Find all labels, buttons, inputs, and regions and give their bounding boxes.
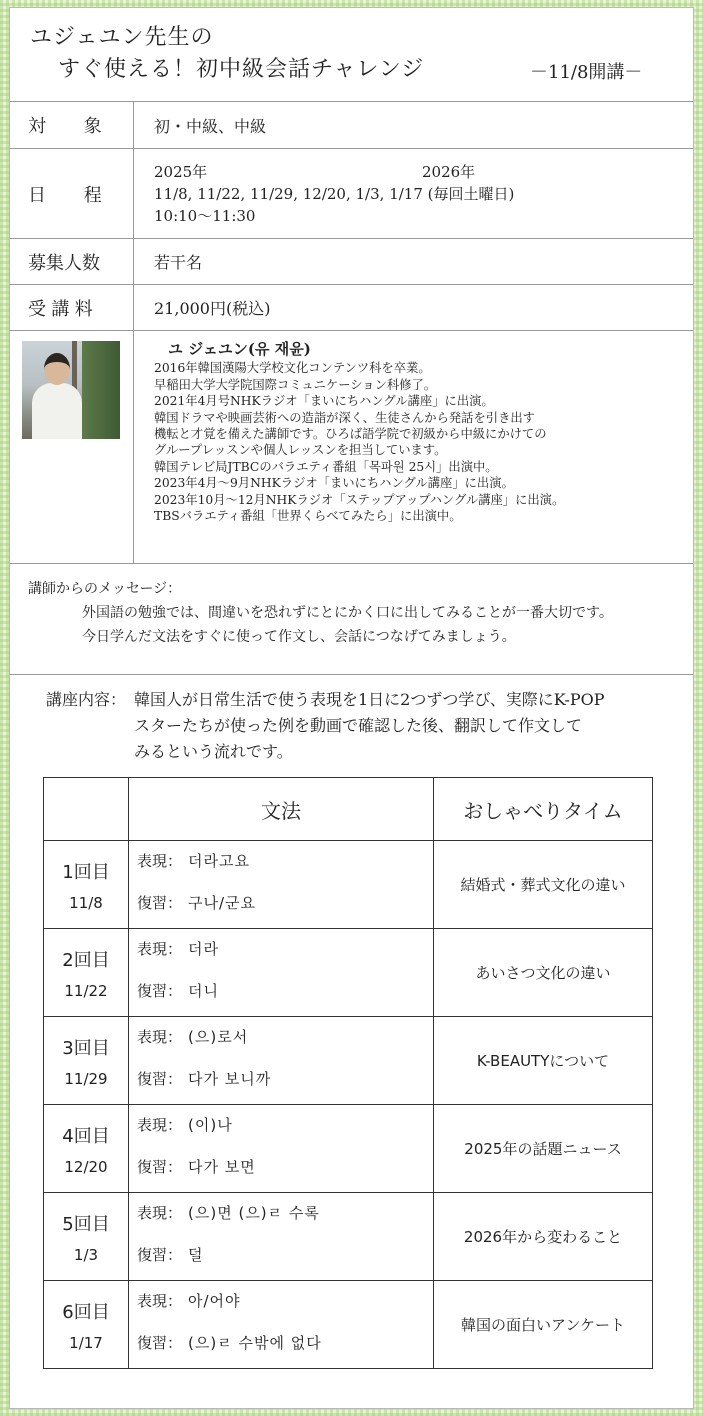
expression-value: 더라고요 [188, 852, 250, 870]
lesson-number: 2回目 [62, 949, 110, 971]
instructor-photo-cell [10, 331, 134, 563]
bio-line: 機転と才覚を備えた講師です。ひろば語学院で初級から中級にかけての [154, 427, 547, 442]
bio-line: 早稲田大学大学院国際コミュニケーション科修了。 [154, 377, 437, 392]
lesson-date: 1/17 [69, 1333, 103, 1352]
message-line: 外国語の勉強では、間違いを恐れずにとにかく口に出してみることが一番大切です。 [82, 605, 613, 621]
talk-topic: あいさつ文化の違い [434, 929, 653, 1017]
expression-value: (으)로서 [188, 1028, 249, 1046]
review-value: 다가 보면 [188, 1158, 256, 1176]
review-label: 復習： [137, 1158, 183, 1176]
review-value: 다가 보니까 [188, 1070, 272, 1088]
expression-value: 더라 [188, 940, 219, 958]
talk-topic: 結婚式・葬式文化の違い [434, 841, 653, 929]
lesson-date: 11/29 [64, 1069, 108, 1088]
capacity-value: 若干名 [154, 253, 203, 272]
target-row [10, 102, 693, 149]
target-value: 初・中級、中級 [154, 116, 267, 136]
review-value: 더니 [188, 982, 219, 1000]
lesson-date: 1/3 [73, 1245, 99, 1264]
lesson-number: 6回目 [62, 1301, 110, 1323]
table-row [44, 929, 653, 1017]
review-label: 復習： [137, 1246, 183, 1264]
lesson-date: 11/8 [69, 893, 103, 912]
bio-line: 韓国テレビ局JTBCのバラエティ番組「목파원 25시」出演中。 [154, 459, 498, 474]
bio-line: TBSバラエティ番組「世界くらべてみたら」に出演中。 [154, 509, 462, 524]
lesson-table [43, 777, 653, 1369]
content-line: スターたちが使った例を動画で確認した後、翻訳して作文して [134, 716, 583, 735]
target-label: 対 象 [10, 102, 134, 148]
review-value: 구나/군요 [188, 894, 257, 912]
talk-topic: 韓国の面白いアンケート [434, 1281, 653, 1369]
schedule-time: 10:10～11:30 [154, 206, 256, 225]
capacity-label: 募集人数 [10, 239, 134, 284]
header-blank [44, 778, 129, 841]
review-label: 復習： [137, 1070, 183, 1088]
bio-line: 2021年4月号NHKラジオ「まいにちハングル講座」に出演。 [154, 394, 494, 409]
bio-line: 2016年韓国漢陽大学校文化コンテンツ科を卒業。 [154, 361, 431, 376]
fee-row [10, 285, 693, 331]
lesson-number: 1回目 [62, 861, 110, 883]
fee-label: 受講料 [10, 285, 134, 330]
table-row [44, 841, 653, 929]
title-line1: ユジェユン先生の [30, 25, 214, 50]
expression-label: 表現： [137, 1204, 183, 1222]
expression-label: 表現： [137, 1116, 183, 1134]
review-label: 復習： [137, 982, 183, 1000]
expression-value: (으)면 (으)ㄹ 수록 [188, 1204, 320, 1222]
table-row [44, 1105, 653, 1193]
expression-value: 아/어야 [188, 1292, 241, 1310]
header-grammar: 文法 [129, 778, 434, 841]
instructor-photo [22, 341, 120, 439]
review-label: 復習： [137, 1334, 183, 1352]
table-row [44, 1193, 653, 1281]
schedule-year-2026: 2026年 [422, 162, 476, 181]
capacity-row [10, 239, 693, 285]
schedule-year-2025: 2025年 [154, 162, 208, 181]
expression-label: 表現： [137, 1028, 183, 1046]
content-line: みるという流れです。 [134, 742, 293, 761]
expression-value: (이)나 [188, 1116, 233, 1134]
schedule-value [134, 149, 693, 238]
instructor-row [10, 331, 693, 564]
header-talk-time: おしゃべりタイム [434, 778, 653, 841]
message-section [10, 564, 693, 675]
bio-line: 韓国ドラマや映画芸術への造詣が深く、生徒さんから発話を引き出す [154, 410, 535, 425]
instructor-bio [134, 331, 693, 563]
schedule-label: 日 程 [10, 149, 134, 238]
fee-value: 21,000円(税込) [154, 299, 271, 318]
schedule-dates: 11/8, 11/22, 11/29, 12/20, 1/3, 1/17 (毎回土曜日) [154, 184, 515, 203]
talk-topic: 2025年の話題ニュース [434, 1105, 653, 1193]
talk-topic: K-BEAUTYについて [434, 1017, 653, 1105]
lesson-number: 4回目 [62, 1125, 110, 1147]
lesson-date: 11/22 [64, 981, 108, 1000]
table-row [44, 1281, 653, 1369]
expression-label: 表現： [137, 1292, 183, 1310]
bio-line: 2023年4月～9月NHKラジオ「まいにちハングル講座」に出演。 [154, 476, 514, 491]
table-row [44, 1017, 653, 1105]
review-label: 復習： [137, 894, 183, 912]
content-label: 講座内容： [46, 690, 127, 709]
schedule-row [10, 149, 693, 239]
start-date: －11/8開講－ [530, 62, 643, 83]
review-value: (으)ㄹ 수밖에 없다 [188, 1334, 322, 1352]
expression-label: 表現： [137, 852, 183, 870]
message-line: 今日学んだ文法をすぐに使って作文し、会話につなげてみましょう。 [82, 629, 516, 645]
table-header-row [44, 778, 653, 841]
bio-line: グループレッスンや個人レッスンを担当しています。 [154, 443, 447, 458]
lesson-date: 12/20 [64, 1157, 108, 1176]
content-line: 韓国人が日常生活で使う表現を1日に2つずつ学び、実際にK-POP [134, 690, 605, 709]
lesson-number: 5回目 [62, 1213, 110, 1235]
lesson-number: 3回目 [62, 1037, 110, 1059]
expression-label: 表現： [137, 940, 183, 958]
flyer-sheet [9, 7, 694, 1409]
header [10, 8, 693, 102]
talk-topic: 2026年から変わること [434, 1193, 653, 1281]
review-value: 덜 [188, 1246, 204, 1264]
message-heading: 講師からのメッセージ： [28, 581, 182, 597]
instructor-name: ユ ジェユン(유 재윤) [168, 340, 311, 358]
title-line2: すぐ使える！初中級会話チャレンジ [58, 57, 425, 82]
bio-line: 2023年10月～12月NHKラジオ「ステップアップハングル講座」に出演。 [154, 492, 565, 507]
